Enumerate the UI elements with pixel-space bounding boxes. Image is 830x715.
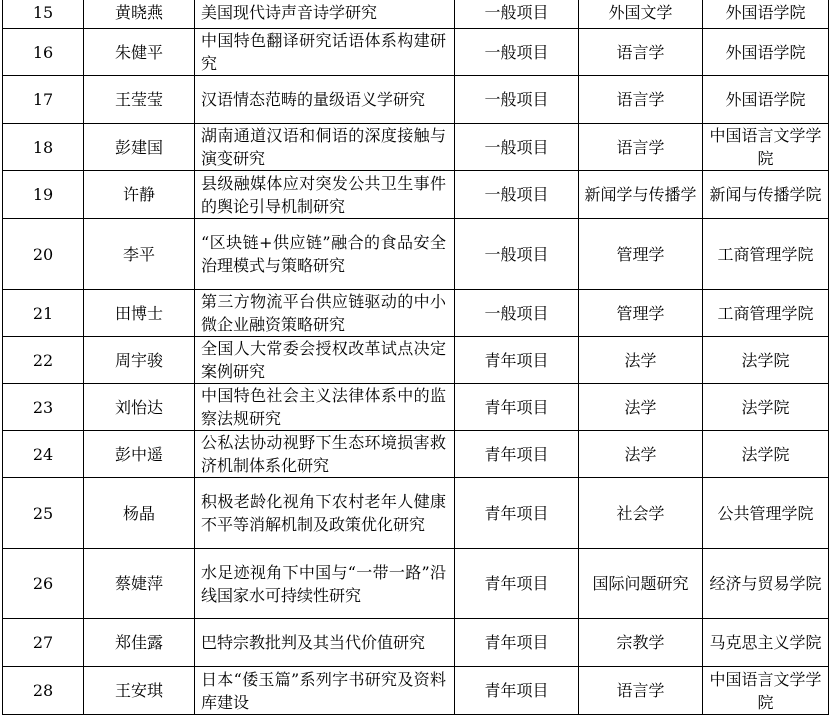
table-row	[3, 29, 829, 76]
table-row	[3, 478, 829, 549]
project-category: 青年项目	[455, 384, 579, 431]
college: 法学院	[703, 431, 829, 478]
discipline: 语言学	[579, 667, 703, 715]
row-number: 25	[3, 478, 84, 549]
college: 中国语言文学学院	[703, 124, 829, 171]
project-category: 青年项目	[455, 619, 579, 667]
applicant-name: 刘怡达	[84, 384, 195, 431]
table-row	[3, 124, 829, 171]
row-number: 24	[3, 431, 84, 478]
row-number: 19	[3, 171, 84, 219]
project-category: 一般项目	[455, 0, 579, 29]
project-title: 中国特色翻译研究话语体系构建研究	[195, 29, 455, 76]
project-title: 县级融媒体应对突发公共卫生事件的舆论引导机制研究	[195, 171, 455, 219]
applicant-name: 蔡婕萍	[84, 549, 195, 619]
project-category: 一般项目	[455, 124, 579, 171]
college: 工商管理学院	[703, 290, 829, 337]
table-row	[3, 337, 829, 384]
table-row	[3, 619, 829, 667]
table-row	[3, 219, 829, 290]
discipline: 外国文学	[579, 0, 703, 29]
applicant-name: 许静	[84, 171, 195, 219]
project-category: 青年项目	[455, 667, 579, 715]
applicant-name: 彭建国	[84, 124, 195, 171]
college: 公共管理学院	[703, 478, 829, 549]
row-number: 21	[3, 290, 84, 337]
college: 中国语言文学学院	[703, 667, 829, 715]
project-title: 湖南通道汉语和侗语的深度接触与演变研究	[195, 124, 455, 171]
discipline: 法学	[579, 384, 703, 431]
discipline: 语言学	[579, 124, 703, 171]
row-number: 17	[3, 76, 84, 124]
row-number: 28	[3, 667, 84, 715]
college: 经济与贸易学院	[703, 549, 829, 619]
project-title: 美国现代诗声音诗学研究	[195, 0, 455, 29]
college: 马克思主义学院	[703, 619, 829, 667]
row-number: 23	[3, 384, 84, 431]
college: 外国语学院	[703, 0, 829, 29]
project-title: “区块链+供应链”融合的食品安全治理模式与策略研究	[195, 219, 455, 290]
project-category: 一般项目	[455, 76, 579, 124]
row-number: 27	[3, 619, 84, 667]
project-title: 中国特色社会主义法律体系中的监察法规研究	[195, 384, 455, 431]
discipline: 管理学	[579, 290, 703, 337]
project-title: 积极老龄化视角下农村老年人健康不平等消解机制及政策优化研究	[195, 478, 455, 549]
row-number: 26	[3, 549, 84, 619]
discipline: 法学	[579, 337, 703, 384]
discipline: 管理学	[579, 219, 703, 290]
row-number: 15	[3, 0, 84, 29]
project-table-body	[3, 0, 829, 715]
project-title: 水足迹视角下中国与“一带一路”沿线国家水可持续性研究	[195, 549, 455, 619]
applicant-name: 王安琪	[84, 667, 195, 715]
discipline: 语言学	[579, 29, 703, 76]
applicant-name: 杨晶	[84, 478, 195, 549]
project-category: 一般项目	[455, 290, 579, 337]
applicant-name: 田博士	[84, 290, 195, 337]
table-row	[3, 0, 829, 29]
table-row	[3, 431, 829, 478]
table-row	[3, 549, 829, 619]
row-number: 20	[3, 219, 84, 290]
college: 外国语学院	[703, 76, 829, 124]
applicant-name: 王莹莹	[84, 76, 195, 124]
project-category: 青年项目	[455, 549, 579, 619]
college: 新闻与传播学院	[703, 171, 829, 219]
project-category: 青年项目	[455, 337, 579, 384]
project-category: 一般项目	[455, 219, 579, 290]
applicant-name: 李平	[84, 219, 195, 290]
project-category: 青年项目	[455, 478, 579, 549]
discipline: 语言学	[579, 76, 703, 124]
row-number: 22	[3, 337, 84, 384]
project-title: 公私法协动视野下生态环境损害救济机制体系化研究	[195, 431, 455, 478]
table-row	[3, 171, 829, 219]
applicant-name: 周宇骏	[84, 337, 195, 384]
college: 法学院	[703, 384, 829, 431]
project-category: 青年项目	[455, 431, 579, 478]
discipline: 社会学	[579, 478, 703, 549]
project-title: 巴特宗教批判及其当代价值研究	[195, 619, 455, 667]
college: 工商管理学院	[703, 219, 829, 290]
applicant-name: 彭中遥	[84, 431, 195, 478]
applicant-name: 郑佳露	[84, 619, 195, 667]
discipline: 国际问题研究	[579, 549, 703, 619]
applicant-name: 黄晓燕	[84, 0, 195, 29]
discipline: 法学	[579, 431, 703, 478]
row-number: 16	[3, 29, 84, 76]
row-number: 18	[3, 124, 84, 171]
discipline: 宗教学	[579, 619, 703, 667]
college: 外国语学院	[703, 29, 829, 76]
project-title: 第三方物流平台供应链驱动的中小微企业融资策略研究	[195, 290, 455, 337]
applicant-name: 朱健平	[84, 29, 195, 76]
table-row	[3, 76, 829, 124]
table-row	[3, 384, 829, 431]
project-title: 全国人大常委会授权改革试点决定案例研究	[195, 337, 455, 384]
project-title: 日本“倭玉篇”系列字书研究及资料库建设	[195, 667, 455, 715]
project-table	[2, 0, 829, 715]
table-row	[3, 667, 829, 715]
discipline: 新闻学与传播学	[579, 171, 703, 219]
table-row	[3, 290, 829, 337]
project-title: 汉语情态范畴的量级语义学研究	[195, 76, 455, 124]
project-category: 一般项目	[455, 29, 579, 76]
project-category: 一般项目	[455, 171, 579, 219]
college: 法学院	[703, 337, 829, 384]
